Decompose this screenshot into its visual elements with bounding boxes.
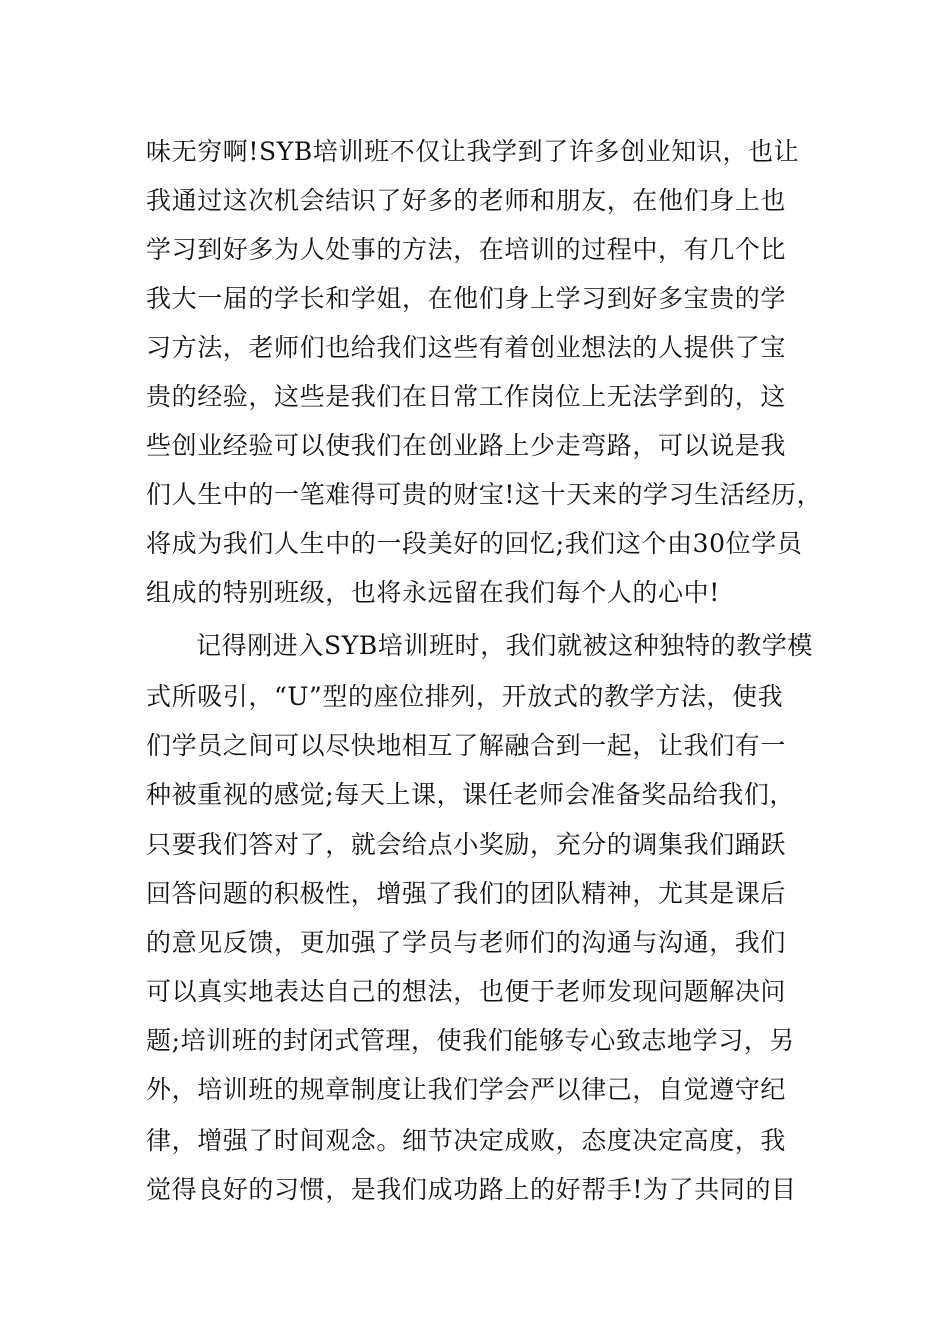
text-line: 觉得良好的习惯，是我们成功路上的好帮手!为了共同的目 — [146, 1175, 797, 1204]
text-line: 我大一届的学长和学姐，在他们身上学习到好多宝贵的学 — [146, 284, 787, 313]
text-line: 律，增强了时间观念。细节决定成败，态度决定高度，我 — [146, 1126, 787, 1155]
text-line: 贵的经验，这些是我们在日常工作岗位上无法学到的，这 — [146, 382, 787, 411]
text-line: 们学员之间可以尽快地相互了解融合到一起，让我们有一 — [146, 731, 787, 760]
text-line: 式所吸引，“U”型的座位排列，开放式的教学方法，使我 — [146, 682, 784, 711]
text-line: 回答问题的积极性，增强了我们的团队精神，尤其是课后 — [146, 879, 787, 908]
text-line: 习方法，老师们也给我们这些有着创业想法的人提供了宝 — [146, 333, 787, 362]
text-line: 种被重视的感觉;每天上课，课任老师会准备奖品给我们， — [146, 780, 796, 809]
text-line: 学习到好多为人处事的方法，在培训的过程中，有几个比 — [146, 235, 787, 264]
text-line: 我通过这次机会结识了好多的老师和朋友，在他们身上也 — [146, 186, 787, 215]
paragraph-first-line: 记得刚进入SYB培训班时，我们就被这种独特的教学模 — [196, 631, 814, 660]
text-line: 将成为我们人生中的一段美好的回忆;我们这个由30位学员 — [146, 529, 803, 558]
text-line: 可以真实地表达自己的想法，也便于老师发现问题解决问 — [146, 977, 787, 1006]
text-line: 外，培训班的规章制度让我们学会严以律己，自觉遵守纪 — [146, 1075, 787, 1104]
text-line: 题;培训班的封闭式管理，使我们能够专心致志地学习，另 — [146, 1026, 796, 1055]
text-line: 味无穷啊!SYB培训班不仅让我学到了许多创业知识，也让 — [146, 137, 800, 166]
text-line: 们人生中的一笔难得可贵的财宝!这十天来的学习生活经历， — [146, 480, 823, 509]
text-line: 组成的特别班级，也将永远留在我们每个人的心中! — [146, 578, 720, 607]
text-line: 只要我们答对了，就会给点小奖励，充分的调集我们踊跃 — [146, 830, 787, 859]
text-line: 的意见反馈，更加强了学员与老师们的沟通与沟通，我们 — [146, 928, 787, 957]
text-line: 些创业经验可以使我们在创业路上少走弯路，可以说是我 — [146, 431, 787, 460]
